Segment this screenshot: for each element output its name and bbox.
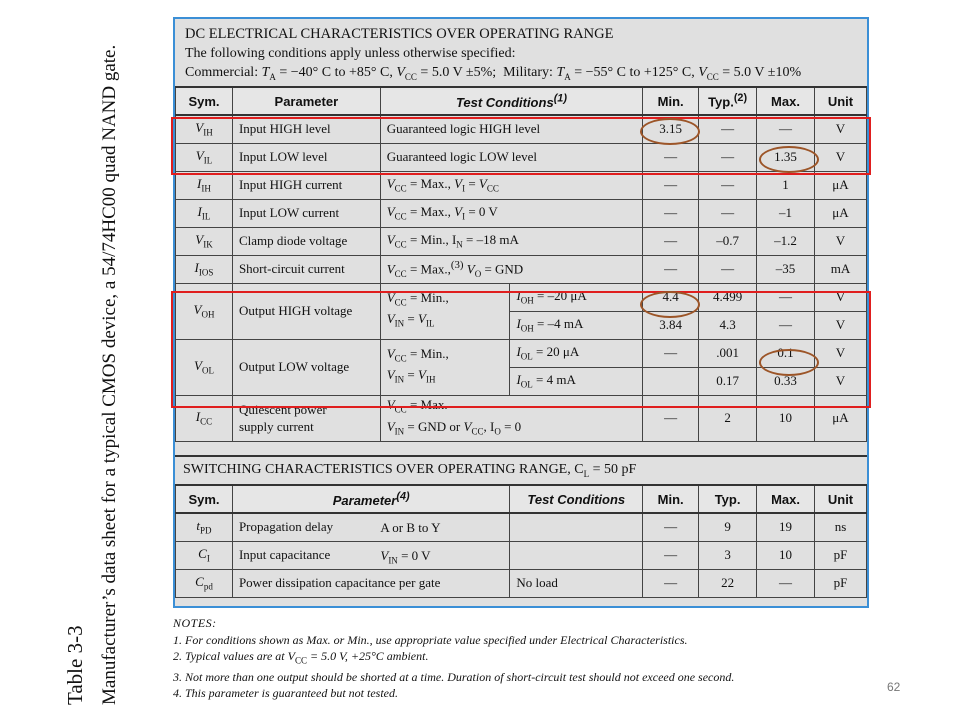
side-caption [62, 5, 132, 705]
table-row: $I_{IH}$ Input HIGH current $V_{CC}$ = Max., $V_I = V_{CC}$ — — 1 μA [176, 171, 867, 199]
table-row: $V_{IK}$ Clamp diode voltage $V_{CC}$ = Min., $I_N = -18$ mA — –0.7 –1.2 V [176, 227, 867, 255]
vil-max-circle [759, 146, 819, 173]
page-number: 62 [887, 680, 901, 694]
table-row: $I_{IOS}$ Short-circuit current $V_{CC} = Max.,^{(3)}$ $V_O$ = GND — — –35 mA [176, 255, 867, 283]
operating-ranges: Commercial: $T_A = -40^\circ$ C to +85° C, $V_{CC} = 5.0$ V ±5%; Military: $T_A = -55^\circ$ C to +125° C, $V_{CC} = 5.0$ V ±10% [185, 65, 802, 82]
output-levels-highlight [171, 291, 871, 408]
table-row: $V_{OH}$ Output HIGH voltage $V_{CC}$ = Min., $V_{IN} = V_{IL}$ $I_{OH} = -20$ μA 4.4 4.499 — V [176, 283, 867, 311]
vol-max-circle [759, 349, 819, 376]
switching-title: SWITCHING CHARACTERISTICS OVER OPERATING RANGE, $C_L = 50$ pF [175, 455, 867, 483]
table-row: $V_{IH}$ Input HIGH level Guaranteed logic HIGH level 3.15 — — V [176, 115, 867, 143]
table-row: $C_I$ Input capacitance $V_{IN} = 0$ V — 3 10 pF [176, 541, 867, 569]
switching-table [175, 484, 867, 598]
table-row: $I_{OL} = 4$ mA 0.17 0.33 V [176, 367, 867, 395]
table-row: $I_{OH} = -4$ mA 3.84 4.3 — V [176, 311, 867, 339]
table-row: $I_{IL}$ Input LOW current $V_{CC}$ = Max., $V_I = 0$ V — — –1 μA [176, 199, 867, 227]
voh-min-circle [640, 291, 700, 318]
switching-header-row: Sym. Parameter$^{(4)}$ Test Conditions Min. Typ. Max. Unit [176, 485, 867, 513]
conditions-line: The following conditions apply unless otherwise specified: [185, 46, 516, 61]
dc-header [185, 25, 801, 87]
table-row: $I_{CC}$ Quiescent power supply current $V_{CC}$ = Max. $V_{IN}$ = GND or $V_{CC}$, $I_O = 0$ — 2 10 μA [176, 395, 867, 441]
table-row: $C_{pd}$ Power dissipation capacitance per gate No load — 22 — pF [176, 569, 867, 597]
dc-header-row: Sym. Parameter Test Conditions$^{(1)}$ Min. Typ.$^{(2)}$ Max. Unit [176, 87, 867, 115]
table-row: $V_{OL}$ Output LOW voltage $V_{CC}$ = Min., $V_{IN} = V_{IH}$ $I_{OL} = 20$ μA — .001 0.1 V [176, 339, 867, 367]
vih-min-circle [640, 118, 700, 145]
table-row: $t_{PD}$ Propagation delay A or B to Y — 9 19 ns [176, 513, 867, 541]
table-description: Manufacturer’s data sheet for a typical CMOS device, a 54/74HC00 quad NAND gate. [99, 44, 120, 705]
notes: NOTES: 1. For conditions shown as Max. or Min., use appropriate value specified under Electrical Characteristics. 2. Typical values are at $V_{CC} = 5.0$ V, +25°C ambient. 3. Not more than one output should be shorted at a time. Duration of short-circuit test should not exceed one second. 4. This parameter is guaranteed but not tested. [173, 616, 735, 701]
dc-title: DC ELECTRICAL CHARACTERISTICS OVER OPERATING RANGE [185, 26, 614, 42]
table-number: Table 3-3 [63, 625, 87, 705]
table-row: $V_{IL}$ Input LOW level Guaranteed logic LOW level — — 1.35 V [176, 143, 867, 171]
